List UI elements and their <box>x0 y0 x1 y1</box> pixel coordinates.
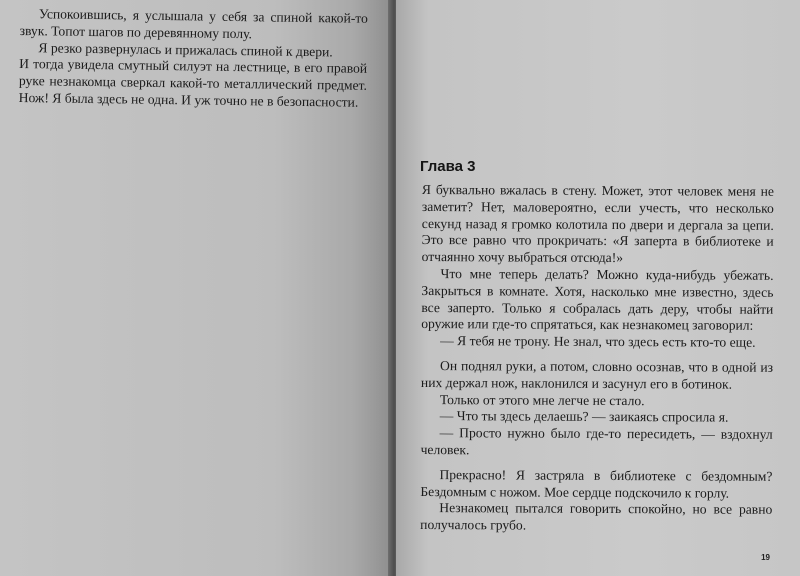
right-page-text <box>420 182 774 536</box>
paragraph: Он поднял руки, а потом, словно осознав, что в одной из них держал нож, наклонился и засунул его в ботинок. <box>420 358 774 392</box>
page-number: 19 <box>761 553 770 562</box>
paragraph: Успокоившись, я услышала у себя за спиной какой-то звук. Топот шагов по деревянному полу. <box>19 6 368 42</box>
paragraph: Что мне теперь делать? Можно куда-нибудь убежать. Закрыться в комнате. Хотя, насколько мне известно, здесь все заперто. Только я собралась дать деру, чтобы найти оружие или где-то спрятаться, как незнакомец заговорил: <box>421 266 774 334</box>
paragraph: Только от этого мне легче не стало. <box>439 391 645 408</box>
paragraph: И тогда увидела смутный силуэт на лестнице, в его правой руке незнакомца сверкал какой-то металлический предмет. Нож! Я была здесь не одна. И уж точно не в безопасности. <box>18 56 368 110</box>
paragraph: Я резко развернулась и прижалась спиной к двери. <box>38 39 333 59</box>
left-page-text <box>19 6 368 112</box>
left-page <box>0 0 392 576</box>
paragraph: — Просто нужно было где-то пересидеть, — вздохнул человек. <box>420 425 773 458</box>
paragraph: Незнакомец пытался говорить спокойно, но все равно получалось грубо. <box>420 500 773 533</box>
chapter-title: Глава 3 <box>420 158 476 175</box>
paragraph: — Что ты здесь делаешь? — заикаясь спросила я. <box>439 408 729 425</box>
paragraph: Я буквально вжалась в стену. Может, этот человек меня не заметит? Нет, маловероятно, если учесть, что несколько секунд назад я громко колотила по двери и дергала за цепи. Это все равно что прокричать: «Я заперта в библиотеке и отчаянно хочу выбраться отсюда!» <box>421 182 774 266</box>
paragraph: Прекрасно! Я застряла в библиотеке с бездомным? Бездомным с ножом. Мое сердце подскочило к горлу. <box>420 466 773 501</box>
right-page <box>396 0 800 576</box>
paragraph: — Я тебя не трону. Не знал, что здесь есть кто-то еще. <box>440 333 756 350</box>
